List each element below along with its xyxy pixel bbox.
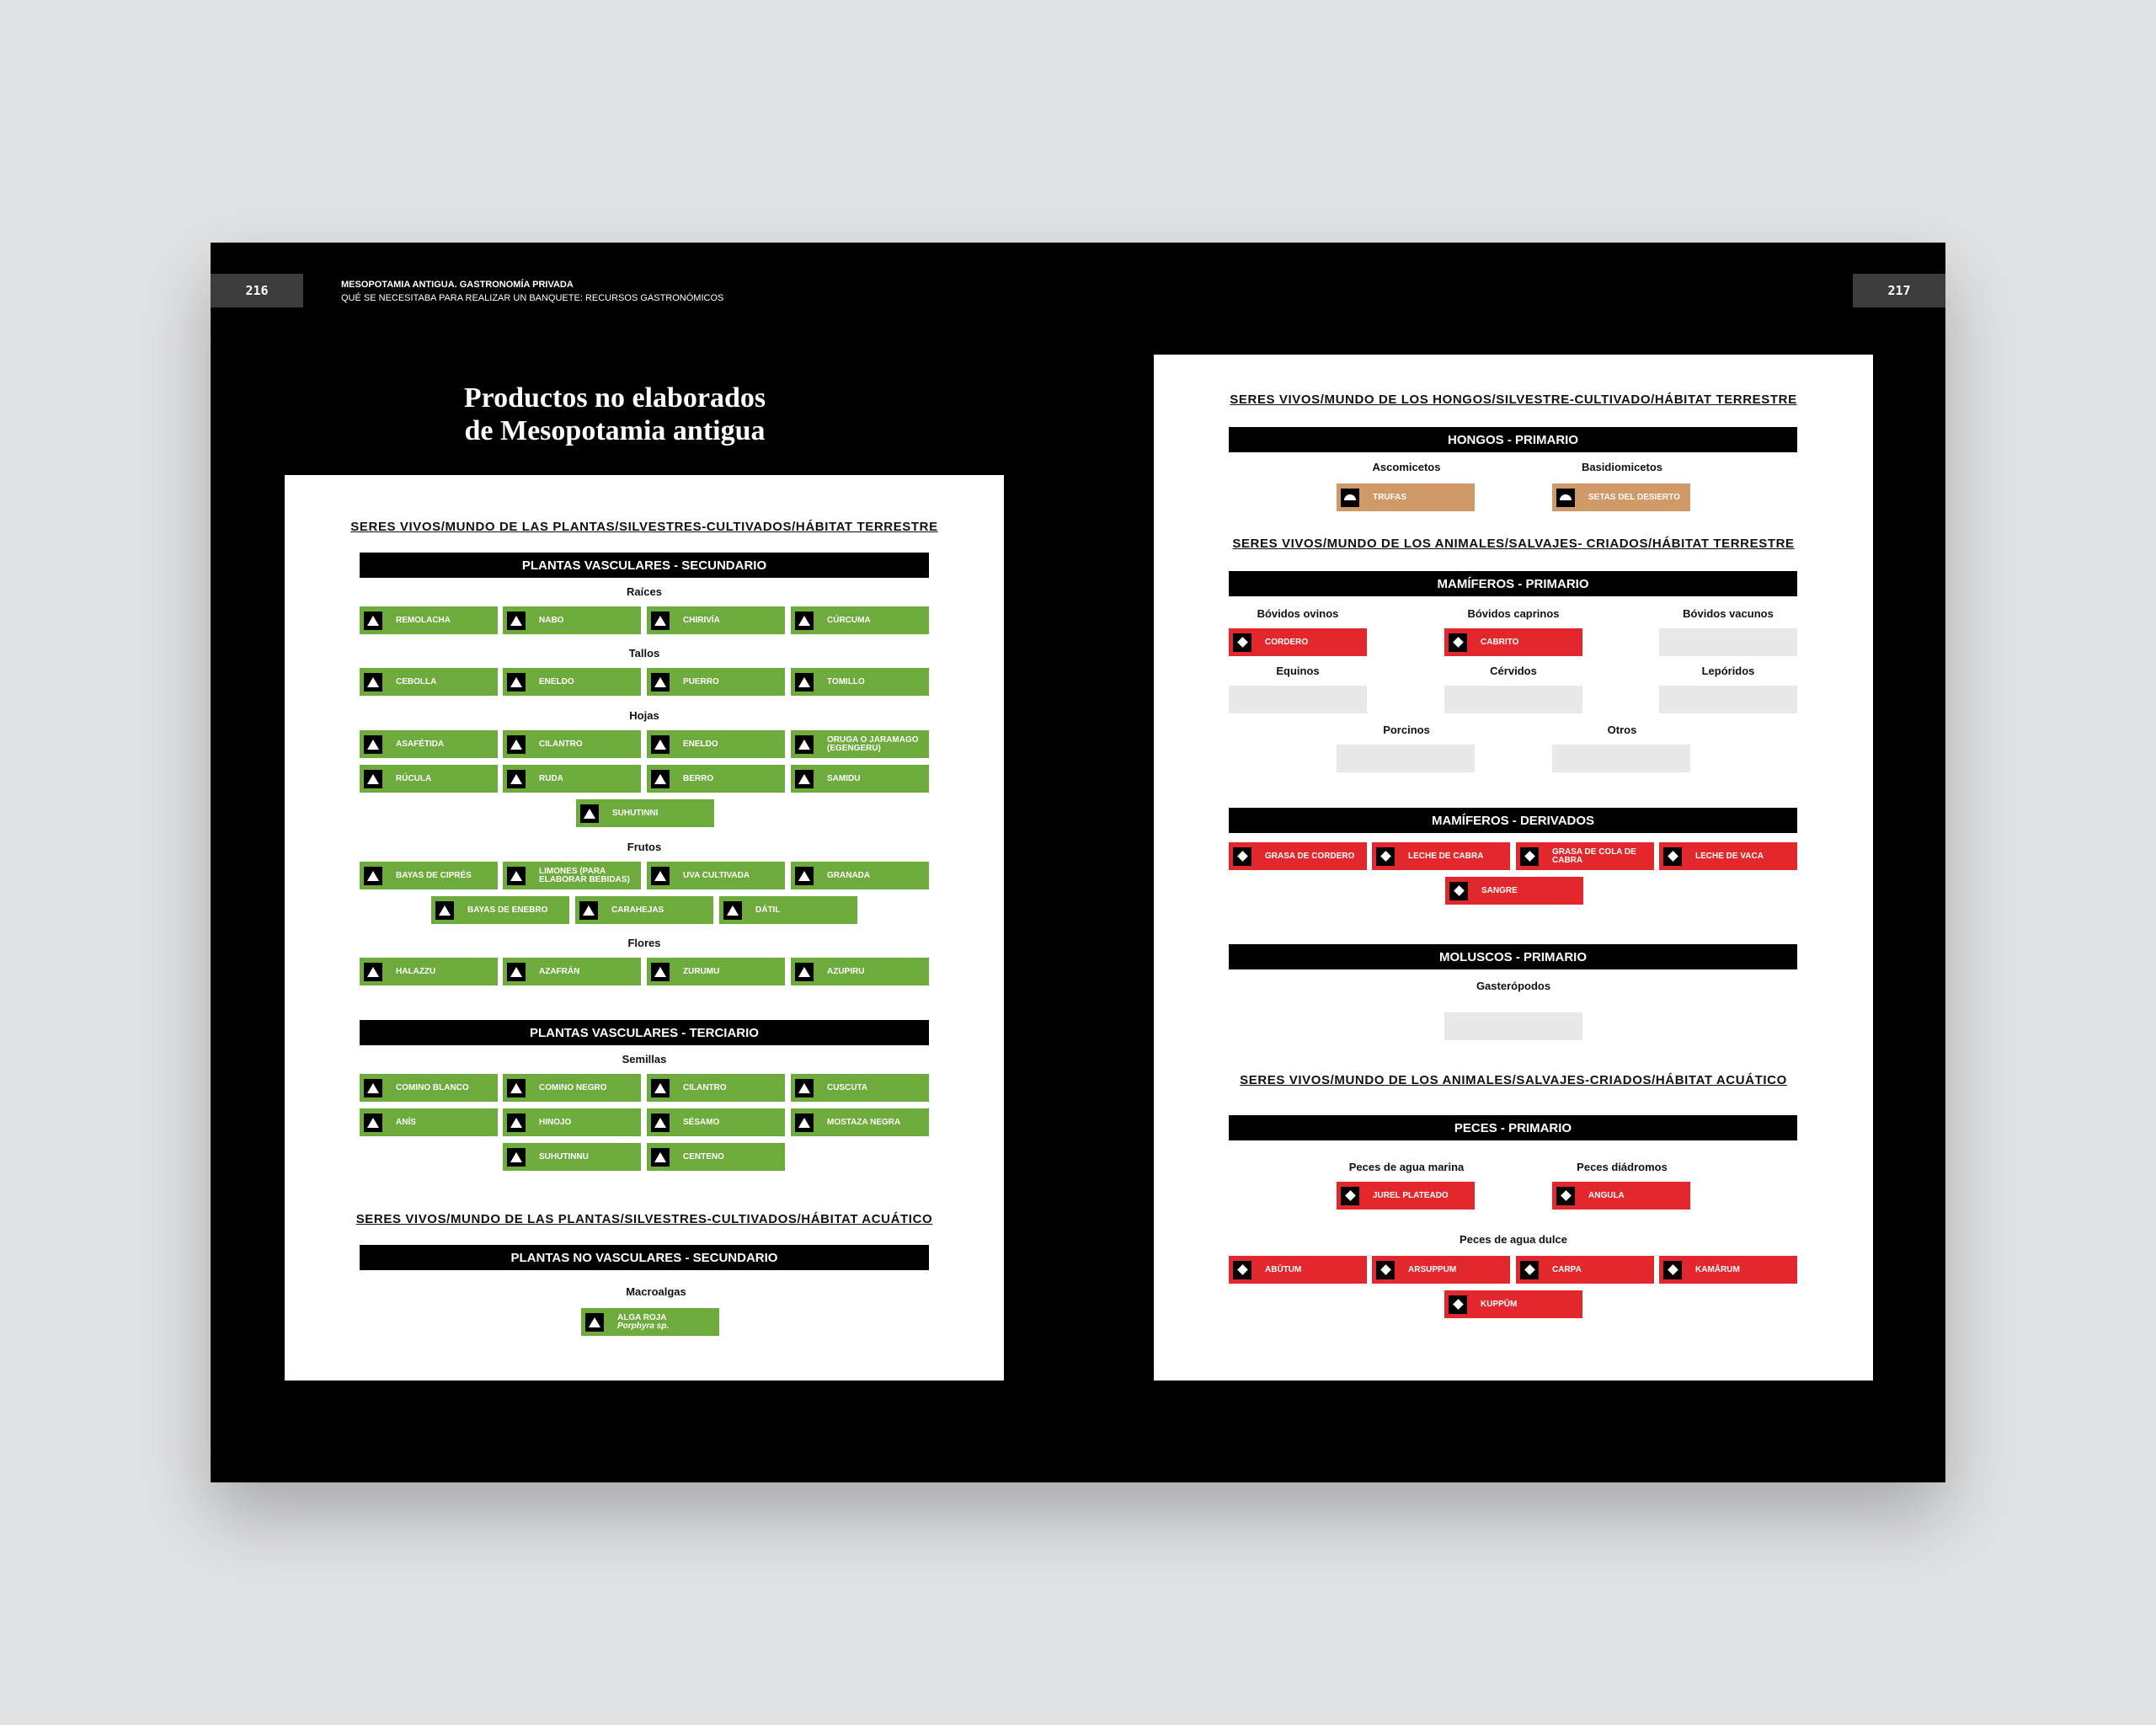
plant-icon	[579, 901, 598, 920]
fish-icon	[1233, 1261, 1251, 1279]
plant-icon	[507, 770, 526, 788]
animal-chip: ANGULA	[1552, 1182, 1690, 1210]
fish-icon	[1449, 1295, 1467, 1314]
plant-icon	[507, 1148, 526, 1167]
plant-chip: MOSTAZA NEGRA	[791, 1108, 929, 1136]
plant-icon	[507, 735, 526, 754]
plant-icon	[795, 673, 814, 692]
plant-chip: COMINO BLANCO	[360, 1074, 498, 1102]
plant-icon	[651, 735, 670, 754]
plant-chip: ORUGA O JARAMAGO (EGENGERU)	[791, 730, 929, 758]
animal-chip: CABRITO	[1444, 628, 1582, 656]
plant-icon	[364, 611, 382, 630]
animal-chip: LECHE DE VACA	[1659, 842, 1797, 870]
plant-icon	[651, 963, 670, 981]
group-label: Semillas	[622, 1053, 667, 1065]
animal-icon	[1449, 633, 1467, 652]
group-label: Gasterópodos	[1476, 980, 1551, 992]
plant-chip: COMINO NEGRO	[503, 1074, 641, 1102]
animal-icon	[1449, 882, 1468, 900]
plant-chip: REMOLACHA	[360, 606, 498, 634]
animal-icon	[1663, 847, 1682, 866]
fish-icon	[1376, 1261, 1395, 1279]
page-title	[421, 382, 808, 447]
plant-chip: LIMONES (PARA ELABORAR BEBIDAS)	[503, 862, 641, 889]
plant-icon	[507, 611, 526, 630]
animal-chip: SANGRE	[1445, 877, 1583, 905]
group-label: Macroalgas	[626, 1285, 686, 1298]
running-title: MESOPOTAMIA ANTIGUA. GASTRONOMÍA PRIVADA	[341, 280, 574, 290]
plant-chip: ENELDO	[647, 730, 785, 758]
plant-icon	[795, 611, 814, 630]
plant-icon	[795, 735, 814, 754]
plant-icon	[651, 1114, 670, 1132]
category-bar: MAMÍFEROS - PRIMARIO	[1229, 571, 1797, 596]
plant-icon	[651, 1148, 670, 1167]
animal-icon	[1376, 847, 1395, 866]
plant-icon	[435, 901, 454, 920]
plant-chip: NABO	[503, 606, 641, 634]
plant-chip: BERRO	[647, 765, 785, 793]
plant-icon	[651, 1079, 670, 1097]
section-heading: SERES VIVOS/MUNDO DE LOS HONGOS/SILVESTRE-CULTIVADO/HÁBITAT TERRESTRE	[1230, 393, 1797, 407]
animal-chip: ABŪTUM	[1229, 1256, 1367, 1284]
category-bar: PLANTAS VASCULARES - TERCIARIO	[360, 1020, 929, 1045]
group-label: Equinos	[1276, 665, 1320, 677]
plant-icon	[651, 673, 670, 692]
animal-chip: CARPA	[1516, 1256, 1654, 1284]
plant-chip: CÚRCUMA	[791, 606, 929, 634]
plant-chip: PUERRO	[647, 668, 785, 696]
empty-slot	[1444, 686, 1582, 713]
fish-icon	[1556, 1187, 1575, 1205]
plant-chip: CENTENO	[647, 1143, 785, 1171]
plant-icon	[795, 770, 814, 788]
group-label: Lepóridos	[1701, 665, 1755, 677]
plant-chip: BAYAS DE ENEBRO	[431, 896, 569, 924]
mushroom-icon	[1341, 489, 1359, 507]
group-label: Peces de agua dulce	[1460, 1233, 1567, 1246]
running-subtitle: QUÉ SE NECESITABA PARA REALIZAR UN BANQUETE: RECURSOS GASTRONÓMICOS	[341, 293, 724, 303]
plant-chip: AZAFRÁN	[503, 958, 641, 985]
category-bar: PLANTAS NO VASCULARES - SECUNDARIO	[360, 1245, 929, 1270]
mushroom-icon	[1556, 489, 1575, 507]
plant-chip: CUSCUTA	[791, 1074, 929, 1102]
group-label: Porcinos	[1383, 724, 1430, 736]
plant-icon	[580, 804, 599, 823]
plant-icon	[795, 1079, 814, 1097]
plant-chip: GRANADA	[791, 862, 929, 889]
empty-slot	[1659, 628, 1797, 656]
plant-chip: TOMILLO	[791, 668, 929, 696]
section-heading: SERES VIVOS/MUNDO DE LOS ANIMALES/SALVAJES-CRIADOS/HÁBITAT ACUÁTICO	[1240, 1073, 1787, 1087]
fish-icon	[1663, 1261, 1682, 1279]
section-heading: SERES VIVOS/MUNDO DE LAS PLANTAS/SILVESTRES-CULTIVADOS/HÁBITAT TERRESTRE	[350, 520, 938, 534]
group-label: Cérvidos	[1490, 665, 1537, 677]
plant-icon	[364, 770, 382, 788]
animal-chip: KUPPŪM	[1444, 1290, 1582, 1318]
plant-chip: BAYAS DE CIPRÉS	[360, 862, 498, 889]
plant-chip: SUHUTINNU	[503, 1143, 641, 1171]
category-bar: MOLUSCOS - PRIMARIO	[1229, 944, 1797, 969]
plant-chip: RÚCULA	[360, 765, 498, 793]
plant-icon	[507, 1079, 526, 1097]
plant-chip: HINOJO	[503, 1108, 641, 1136]
plant-chip: ASAFÉTIDA	[360, 730, 498, 758]
plant-chip: AZUPIRU	[791, 958, 929, 985]
plant-chip: SUHUTINNI	[576, 799, 714, 827]
group-label: Flores	[627, 937, 661, 949]
plant-chip: SAMIDU	[791, 765, 929, 793]
category-bar: HONGOS - PRIMARIO	[1229, 427, 1797, 452]
plant-icon	[507, 963, 526, 981]
group-label: Peces diádromos	[1577, 1161, 1668, 1173]
plant-chip: CILANTRO	[503, 730, 641, 758]
group-label: Ascomicetos	[1372, 461, 1441, 473]
plant-chip: ENELDO	[503, 668, 641, 696]
empty-slot	[1444, 1012, 1582, 1040]
animal-chip: ARSUPPUM	[1372, 1256, 1510, 1284]
animal-chip: KAMĀRUM	[1659, 1256, 1797, 1284]
plant-icon	[507, 867, 526, 885]
running-header	[341, 278, 723, 305]
group-label: Bóvidos ovinos	[1257, 607, 1339, 620]
fish-icon	[1341, 1187, 1359, 1205]
plant-chip: CARAHEJAS	[575, 896, 713, 924]
section-heading: SERES VIVOS/MUNDO DE LOS ANIMALES/SALVAJES- CRIADOS/HÁBITAT TERRESTRE	[1232, 537, 1795, 551]
animal-chip: JUREL PLATEADO	[1337, 1182, 1475, 1210]
empty-slot	[1337, 745, 1475, 772]
group-label: Bóvidos caprinos	[1467, 607, 1560, 620]
plant-icon	[651, 611, 670, 630]
plant-icon	[364, 735, 382, 754]
group-label: Frutos	[627, 841, 662, 853]
plant-icon	[507, 1114, 526, 1132]
plant-icon	[364, 673, 382, 692]
fish-icon	[1520, 1261, 1539, 1279]
plant-chip: UVA CULTIVADA	[647, 862, 785, 889]
plant-icon	[795, 867, 814, 885]
animal-chip: CORDERO	[1229, 628, 1367, 656]
plant-icon	[507, 673, 526, 692]
plant-chip: ALGA ROJA Porphyra sp.	[581, 1308, 719, 1336]
group-label: Otros	[1607, 724, 1637, 736]
plant-icon	[585, 1313, 604, 1332]
plant-icon	[364, 867, 382, 885]
plant-icon	[651, 770, 670, 788]
animal-icon	[1520, 847, 1539, 866]
animal-chip: GRASA DE COLA DE CABRA	[1516, 842, 1654, 870]
page-number-right: 217	[1853, 274, 1945, 307]
plant-icon	[364, 1114, 382, 1132]
page-title-line-1: Productos no elaborados	[463, 382, 766, 414]
plant-icon	[795, 1114, 814, 1132]
animal-icon	[1233, 847, 1251, 866]
plant-icon	[723, 901, 742, 920]
left-panel	[285, 475, 1004, 1381]
plant-chip: CILANTRO	[647, 1074, 785, 1102]
plant-chip: HALAZZU	[360, 958, 498, 985]
plant-chip: DÁTIL	[719, 896, 857, 924]
fungus-chip: TRUFAS	[1337, 483, 1475, 511]
page-number-left: 216	[211, 274, 303, 307]
group-label: Hojas	[629, 709, 659, 722]
group-label: Bóvidos vacunos	[1683, 607, 1774, 620]
plant-chip: SÉSAMO	[647, 1108, 785, 1136]
group-label: Basidiomicetos	[1581, 461, 1663, 473]
group-label: Raíces	[627, 585, 662, 598]
plant-chip: CHIRIVÍA	[647, 606, 785, 634]
plant-icon	[651, 867, 670, 885]
animal-icon	[1233, 633, 1251, 652]
page-title-line-2: de Mesopotamia antigua	[464, 415, 766, 446]
category-bar: MAMÍFEROS - DERIVADOS	[1229, 808, 1797, 833]
empty-slot	[1229, 686, 1367, 713]
empty-slot	[1552, 745, 1690, 772]
plant-chip: ZURUMU	[647, 958, 785, 985]
plant-icon	[364, 963, 382, 981]
fungus-chip: SETAS DEL DESIERTO	[1552, 483, 1690, 511]
plant-icon	[364, 1079, 382, 1097]
section-heading: SERES VIVOS/MUNDO DE LAS PLANTAS/SILVESTRES-CULTIVADOS/HÁBITAT ACUÁTICO	[355, 1212, 933, 1226]
right-panel	[1154, 355, 1873, 1381]
animal-chip: LECHE DE CABRA	[1372, 842, 1510, 870]
group-label: Tallos	[628, 647, 660, 660]
category-bar: PECES - PRIMARIO	[1229, 1115, 1797, 1140]
plant-chip: CEBOLLA	[360, 668, 498, 696]
plant-icon	[795, 963, 814, 981]
empty-slot	[1659, 686, 1797, 713]
plant-chip: RUDA	[503, 765, 641, 793]
animal-chip: GRASA DE CORDERO	[1229, 842, 1367, 870]
book-spread	[211, 243, 1945, 1482]
group-label: Peces de agua marina	[1348, 1161, 1465, 1173]
category-bar: PLANTAS VASCULARES - SECUNDARIO	[360, 553, 929, 578]
plant-chip: ANÍS	[360, 1108, 498, 1136]
